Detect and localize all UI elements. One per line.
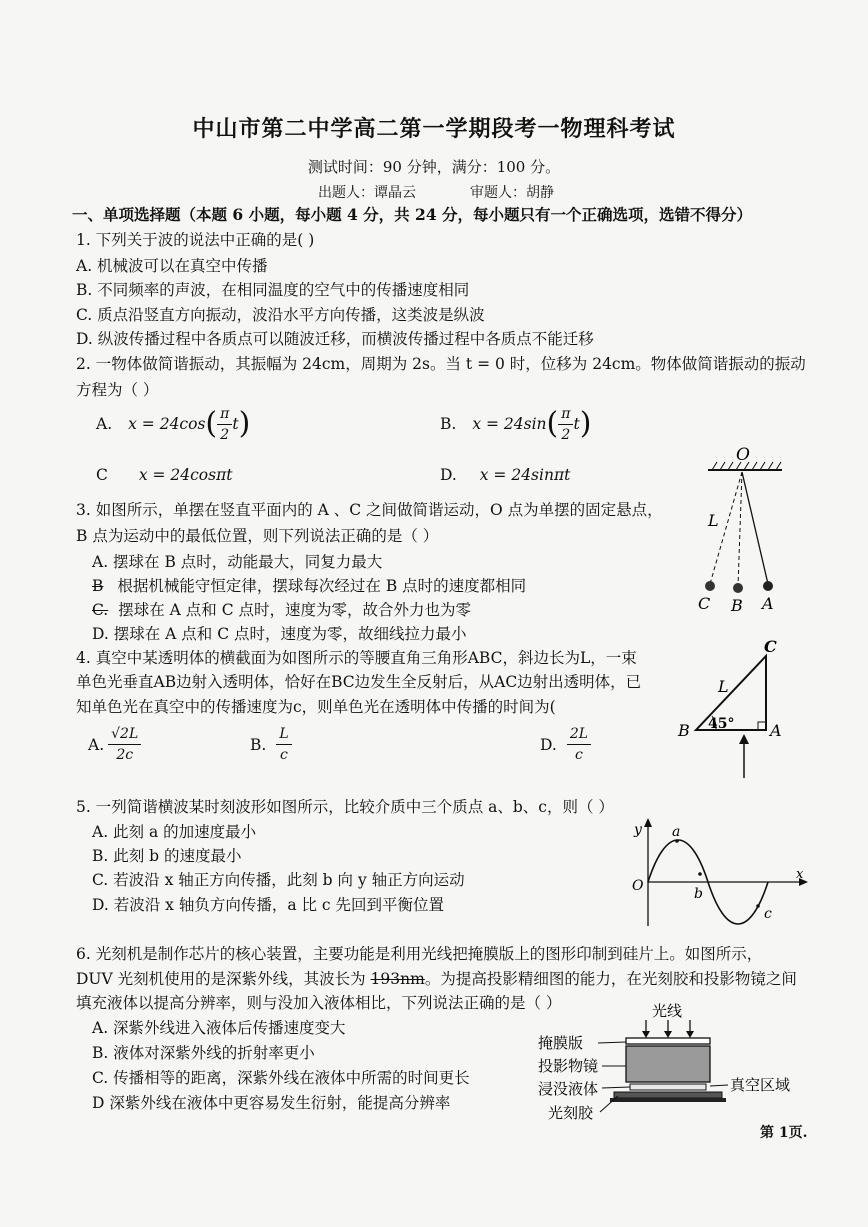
q5-option-a: A. 此刻 a 的加速度最小 — [92, 823, 257, 841]
q2-option-b — [440, 402, 591, 446]
q2-option-a-expr: x = 24cos — [128, 415, 206, 433]
point-b — [698, 872, 702, 876]
label-O: O — [632, 878, 644, 894]
string-to-A — [742, 472, 768, 584]
q3-stem-line2: B 点为运动中的最低位置，则下列说法正确的是（ ） — [76, 527, 439, 545]
leader-mask — [598, 1042, 626, 1043]
q4-option-b-fraction — [276, 724, 291, 765]
label-vacuum: 真空区域 — [730, 1076, 791, 1094]
triangle-figure — [672, 636, 802, 784]
section-heading: 一、单项选择题（本题 6 小题，每小题 4 分，共 24 分，每小题只有一个正确选项，选错不得分） — [72, 205, 753, 224]
label-mask: 掩膜版 — [538, 1034, 584, 1052]
q2-stem-line1: 2. 一物体做简谐振动，其振幅为 24cm，周期为 2s。当 t = 0 时，位移为 24cm。物体做简谐振动的振动 — [76, 355, 806, 373]
arrow-down-icon — [686, 1031, 694, 1038]
fraction-numerator: π — [217, 404, 232, 425]
q3-option-d: D. 摆球在 A 点和 C 点时，速度为零，故细线拉力最小 — [92, 625, 467, 643]
paren-close: ) — [238, 406, 251, 441]
q5-option-b: B. 此刻 b 的速度最小 — [92, 847, 242, 865]
q2-option-b-t: t — [573, 415, 580, 433]
page-number: 第 1页. — [760, 1125, 808, 1141]
q2-option-b-expr: x = 24sin — [472, 415, 547, 433]
label-L: L — [718, 677, 729, 696]
q4-option-a — [88, 724, 141, 765]
label-C: C — [764, 637, 777, 656]
label-O: O — [736, 446, 750, 465]
paren-open: ( — [546, 406, 559, 441]
label-lens: 投影物镜 — [538, 1057, 599, 1075]
fraction-denominator: c — [280, 747, 288, 763]
q2-option-a-label: A. — [96, 415, 113, 433]
q6-wavelength: 193nm — [370, 970, 425, 988]
q2-option-b-label: B. — [440, 415, 457, 433]
q2-option-c — [96, 465, 233, 485]
fraction-denominator: 2 — [220, 426, 230, 443]
q2-option-d — [440, 465, 570, 485]
q3-stem-line1: 3. 如图所示，单摆在竖直平面内的 A 、C 之间做简谐运动，O 点为单摆的固定悬点， — [76, 501, 663, 519]
lithography-figure — [534, 1000, 810, 1128]
label-liquid: 浸没液体 — [538, 1080, 599, 1098]
q3-option-b-mark: B — [92, 577, 104, 595]
q2-option-d-expr: x = 24sinπt — [479, 466, 571, 484]
q5-stem: 5. 一列简谐横波某时刻波形如图所示，比较介质中三个质点 a、b、c，则（ ） — [76, 798, 614, 816]
q5-option-d: D. 若波沿 x 轴负方向传播，a 比 c 先回到平衡位置 — [92, 896, 445, 914]
immersion-liquid — [630, 1084, 706, 1090]
q5-option-c: C. 若波沿 x 轴正方向传播，此刻 b 向 y 轴正方向运动 — [92, 871, 465, 889]
q6-option-a: A. 深紫外线进入液体后传播速度变大 — [92, 1019, 346, 1037]
leader-liquid — [602, 1087, 630, 1088]
label-resist: 光刻胶 — [548, 1104, 594, 1122]
q6-stem-line3: 填充液体以提高分辨率，则与没加入液体相比，下列说法正确的是（ ） — [76, 994, 562, 1012]
wave-figure — [626, 814, 812, 930]
q6-stem-line2 — [76, 969, 797, 989]
q3-option-c — [92, 600, 471, 620]
q1-option-a: A. 机械波可以在真空中传播 — [76, 257, 268, 275]
label-a: a — [672, 824, 681, 840]
label-L: L — [708, 511, 719, 530]
q2-option-c-label: C — [96, 466, 108, 484]
q2-option-a-fraction — [217, 404, 232, 445]
pendulum-figure — [690, 446, 800, 616]
label-B: B — [731, 596, 743, 615]
projection-lens — [626, 1046, 710, 1082]
label-C: C — [698, 594, 711, 613]
exam-time-info: 测试时间：90 分钟，满分：100 分。 — [307, 158, 561, 176]
leader-resist — [600, 1096, 618, 1112]
bob-C — [705, 581, 715, 591]
fraction-numerator: √2L — [108, 724, 141, 745]
exam-author: 出题人：谭晶云 — [318, 185, 416, 201]
bob-B — [733, 583, 743, 593]
q4-stem-line1: 4. 真空中某透明体的横截面为如图所示的等腰直角三角形ABC，斜边长为L，一束 — [76, 649, 637, 667]
q4-option-d — [540, 724, 591, 765]
fraction-numerator: L — [276, 724, 291, 745]
q1-option-d: D. 纵波传播过程中各质点可以随波迁移，而横波传播过程中各质点不能迁移 — [76, 330, 594, 348]
q3-option-b-text: 根据机械能守恒定律，摆球每次经过在 B 点时的速度都相同 — [117, 577, 527, 595]
q4-stem-line2: 单色光垂直AB边射入透明体，恰好在BC边发生全反射后，从AC边射出透明体，已 — [76, 673, 642, 691]
fraction-denominator: c — [575, 747, 583, 763]
q6-stem-line2-part2: 。为提高投影精细图的能力，在光刻胶和投影物镜之间 — [424, 970, 797, 988]
q6-stem-line2-part1: DUV 光刻机使用的是深紫外线，其波长为 — [76, 970, 371, 988]
q4-option-d-label: D. — [540, 735, 557, 754]
label-b: b — [694, 886, 703, 902]
q1-option-b: B. 不同频率的声波，在相同温度的空气中的传播速度相同 — [76, 281, 470, 299]
q3-option-b — [92, 576, 526, 596]
point-c — [756, 904, 760, 908]
exam-reviewer: 审题人：胡静 — [470, 185, 554, 201]
fraction-denominator: 2 — [561, 426, 571, 443]
paren-open: ( — [205, 406, 218, 441]
wafer-base — [610, 1098, 726, 1102]
q6-option-d: D 深紫外线在液体中更容易发生衍射，能提高分辨率 — [92, 1094, 451, 1112]
label-B: B — [678, 721, 690, 740]
photoresist — [614, 1092, 722, 1098]
q6-option-b: B. 液体对深紫外线的折射率更小 — [92, 1044, 315, 1062]
arrow-down-icon — [664, 1031, 672, 1038]
q6-option-c: C. 传播相等的距离，深紫外线在液体中所需的时间更长 — [92, 1069, 470, 1087]
label-y: y — [634, 822, 642, 838]
arrow-down-icon — [642, 1031, 650, 1038]
q4-option-a-fraction — [108, 724, 141, 765]
q3-option-c-mark: C. — [92, 601, 109, 619]
q2-option-d-label: D. — [440, 466, 457, 484]
q2-option-c-expr: x = 24cosπt — [138, 466, 233, 484]
bob-A — [763, 581, 773, 591]
q2-option-a — [96, 402, 250, 446]
arrow-up-icon — [739, 734, 749, 744]
q4-option-a-label: A. — [88, 735, 105, 754]
label-c: c — [764, 906, 772, 922]
leader-vacuum — [710, 1085, 728, 1086]
exam-title: 中山市第二中学高二第一学期段考一物理科考试 — [192, 116, 676, 142]
string-to-B — [738, 472, 742, 586]
q4-option-b-label: B. — [250, 735, 267, 754]
q3-option-a: A. 摆球在 B 点时，动能最大，同复力最大 — [92, 553, 383, 571]
q6-stem-line1: 6. 光刻机是制作芯片的核心装置，主要功能是利用光线把掩膜版上的图形印制到硅片上。如图所示， — [76, 945, 763, 963]
q4-option-d-fraction — [567, 724, 591, 765]
q4-stem-line3: 知单色光在真空中的传播速度为c，则单色光在透明体中传播的时间为( — [76, 698, 556, 716]
right-angle-mark — [758, 722, 766, 730]
fraction-numerator: 2L — [567, 724, 591, 745]
y-axis-arrow-icon — [644, 818, 652, 827]
fraction-denominator: 2c — [116, 747, 134, 763]
fraction-numerator: π — [558, 404, 573, 425]
mask-plate — [626, 1038, 710, 1044]
paren-close: ) — [579, 406, 592, 441]
q1-option-c: C. 质点沿竖直方向振动，波沿水平方向传播，这类波是纵波 — [76, 306, 485, 324]
q1-stem: 1. 下列关于波的说法中正确的是( ) — [76, 231, 315, 249]
q2-option-a-t: t — [232, 415, 239, 433]
label-light: 光线 — [652, 1002, 683, 1020]
q2-stem-line2: 方程为（ ） — [76, 381, 159, 399]
label-A: A — [770, 721, 782, 740]
label-A: A — [762, 594, 774, 613]
label-x: x — [796, 867, 804, 882]
label-45: 45° — [708, 716, 735, 732]
q3-option-c-text: 摆球在 A 点和 C 点时，速度为零，故合外力也为零 — [118, 601, 471, 619]
q2-option-b-fraction — [558, 404, 573, 445]
q4-option-b — [250, 724, 292, 765]
